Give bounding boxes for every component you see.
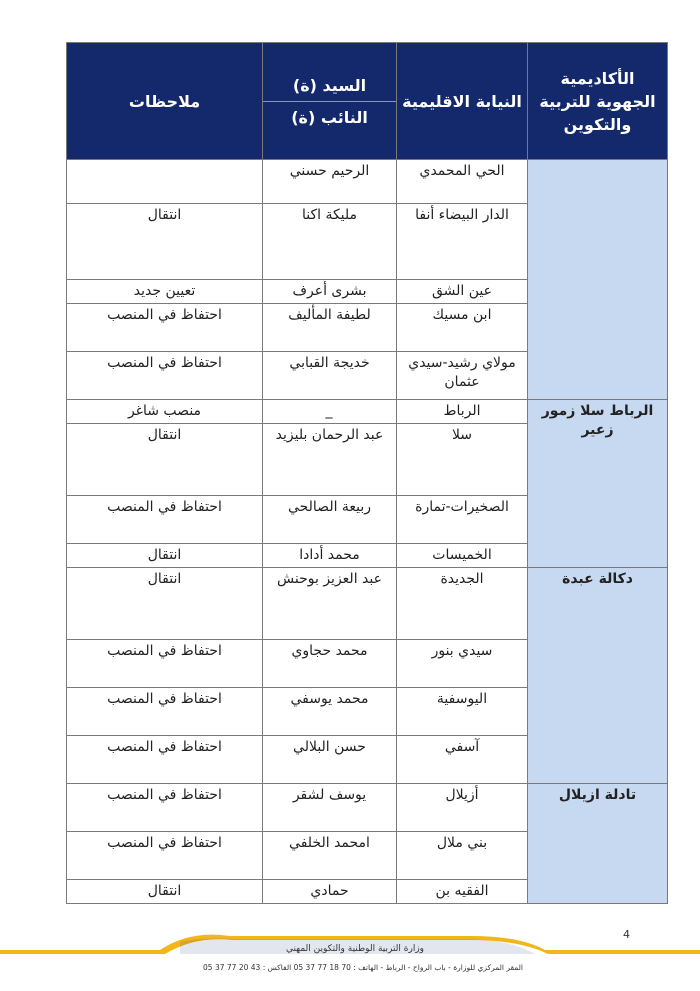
page-number: 4 [623,928,630,941]
academy-cell [528,160,668,400]
note-cell: احتفاظ في المنصب [67,496,263,544]
header-official-line1: السيد (ة) [292,75,367,95]
academy-cell: تادلة ازيلال [528,784,668,904]
office-cell: مولاي رشيد-سيدي عثمان [397,352,528,400]
note-cell: انتقال [67,204,263,280]
note-cell: انتقال [67,424,263,496]
note-cell: انتقال [67,880,263,904]
official-cell: امحمد الخلفي [263,832,397,880]
official-cell: مليكة اكنا [263,204,397,280]
office-cell: الرباط [397,400,528,424]
header-official [263,43,397,160]
official-cell: الرحيم حسني [263,160,397,204]
note-cell: انتقال [67,544,263,568]
office-cell: اليوسفية [397,688,528,736]
official-cell: _ [263,400,397,424]
office-cell: الصخيرات-تمارة [397,496,528,544]
table-header-row [67,43,668,160]
official-cell: لطيفة المأليف [263,304,397,352]
office-cell: أزيلال [397,784,528,832]
office-cell: ابن مسيك [397,304,528,352]
official-cell: ربيعة الصالحي [263,496,397,544]
table-row [67,568,668,640]
note-cell [67,160,263,204]
note-cell: احتفاظ في المنصب [67,784,263,832]
office-cell: عين الشق [397,280,528,304]
office-cell: الدار البيضاء أنفا [397,204,528,280]
official-cell: حمادي [263,880,397,904]
official-cell: محمد حجاوي [263,640,397,688]
note-cell: احتفاظ في المنصب [67,304,263,352]
office-cell: الحي المحمدي [397,160,528,204]
header-notes: ملاحظات [67,43,263,160]
footer-ministry: وزارة التربية الوطنية والتكوين المهني [285,944,425,954]
table-body [67,160,668,904]
official-cell: عبد الرحمان بليزيد [263,424,397,496]
footer-address: المقر المركزي للوزارة - باب الرواح - الرباط - الهاتف : 70 18 77 37 05 الفاكس : 43 20 77 37 05 [203,963,523,972]
official-cell: خديجة القبابي [263,352,397,400]
official-cell: يوسف لشقر [263,784,397,832]
official-cell: محمد يوسفي [263,688,397,736]
note-cell: احتفاظ في المنصب [67,688,263,736]
footer-wave-decoration [0,920,700,991]
note-cell: احتفاظ في المنصب [67,832,263,880]
header-office: النيابة الاقليمية [397,43,528,160]
office-cell: سيدي بنور [397,640,528,688]
note-cell: منصب شاغر [67,400,263,424]
office-cell: سلا [397,424,528,496]
officials-table [66,42,668,904]
office-cell: الجديدة [397,568,528,640]
header-academy: الأكاديمية الجهوية للتربية والتكوين [528,43,668,160]
note-cell: تعيين جديد [67,280,263,304]
header-official-line2: النائب (ة) [263,101,396,133]
official-cell: عبد العزيز بوحنش [263,568,397,640]
academy-cell: دكالة عبدة [528,568,668,784]
office-cell: بني ملال [397,832,528,880]
office-cell: الفقيه بن [397,880,528,904]
note-cell: احتفاظ في المنصب [67,640,263,688]
note-cell: انتقال [67,568,263,640]
note-cell: احتفاظ في المنصب [67,352,263,400]
office-cell: الخميسات [397,544,528,568]
official-cell: بشرى أعرف [263,280,397,304]
table-row [67,784,668,832]
office-cell: آسفي [397,736,528,784]
table-row [67,400,668,424]
official-cell: حسن البلالي [263,736,397,784]
academy-cell: الرباط سلا زمور زعير [528,400,668,568]
table-row [67,160,668,204]
note-cell: احتفاظ في المنصب [67,736,263,784]
official-cell: محمد أدادا [263,544,397,568]
